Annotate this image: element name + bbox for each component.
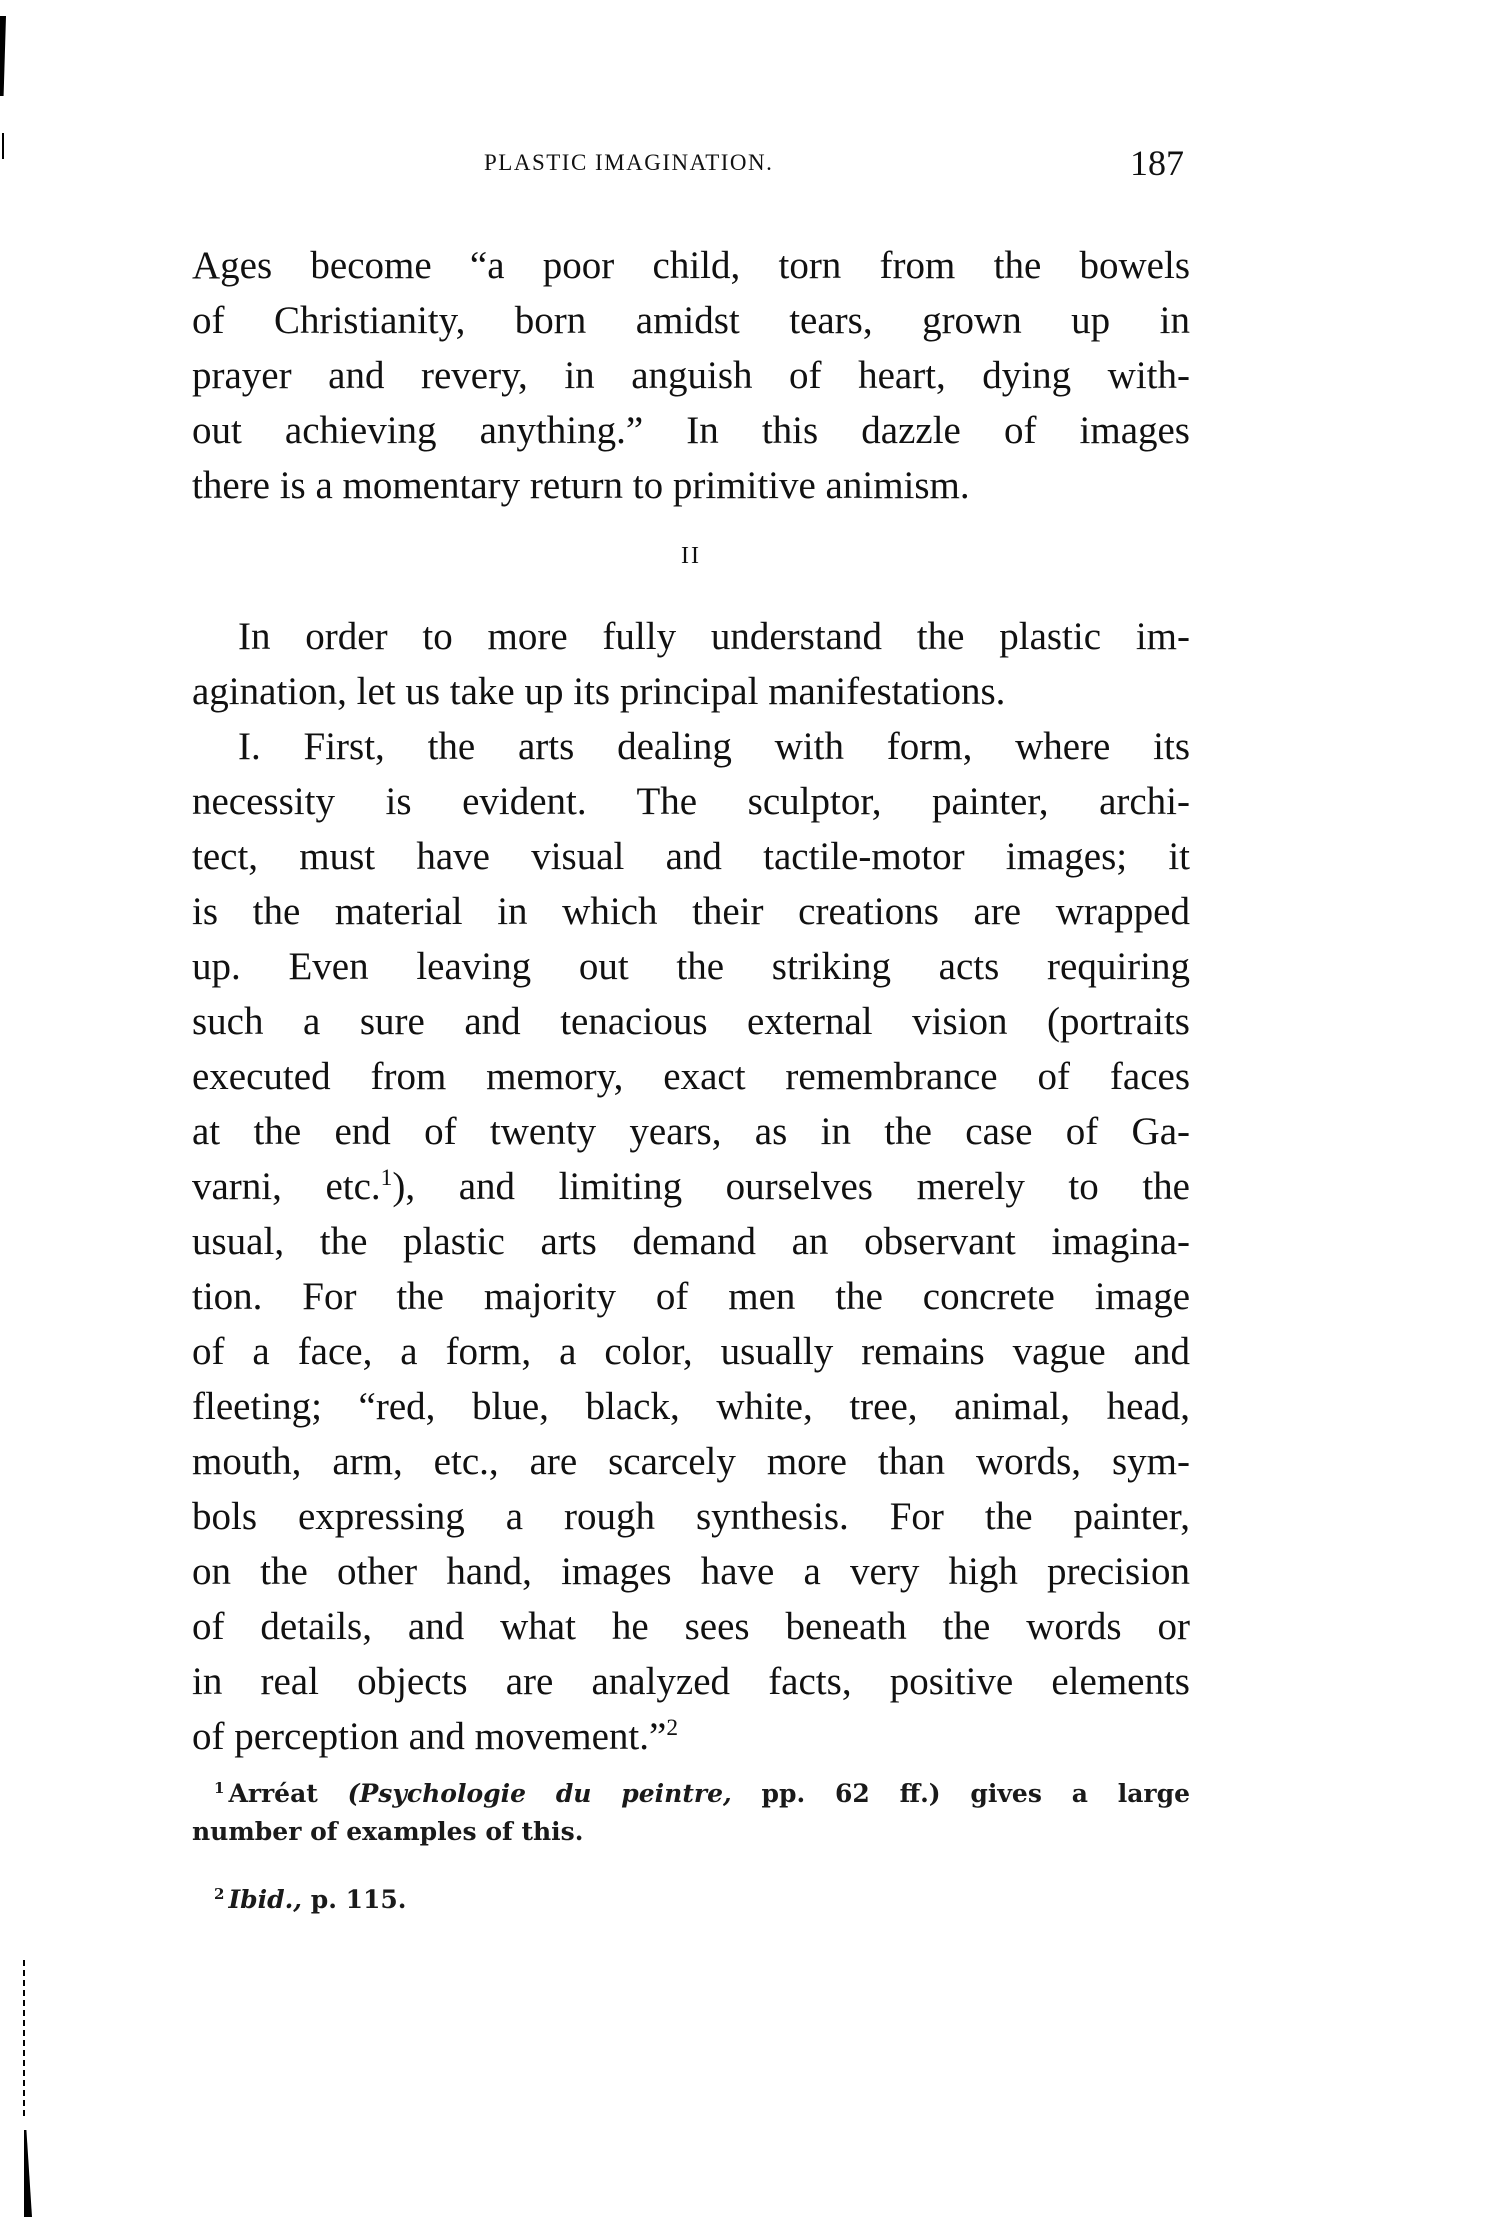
footnotes [192, 1775, 1190, 1919]
text-fragment: varni, etc. [192, 1165, 381, 1208]
text-line: mouth, arm, etc., are scarcely more than words, sym- [192, 1440, 1190, 1483]
text-line: there is a momentary return to primitive animism. [192, 464, 970, 507]
footnote-line: number of examples of this. [192, 1817, 584, 1846]
text-line: tect, must have visual and tactile-motor images; it [192, 835, 1190, 878]
text-line-with-footnote-ref [192, 1709, 1190, 1764]
footnote-mark: 2 [214, 1884, 225, 1903]
text-line: usual, the plastic arts demand an observant imagina- [192, 1220, 1190, 1263]
text-line: prayer and revery, in anguish of heart, dying with- [192, 354, 1190, 397]
text-line: In order to more fully understand the plastic im- [238, 615, 1190, 658]
text-line: on the other hand, images have a very high precision [192, 1550, 1190, 1593]
paragraph-arts-of-form [192, 719, 1190, 1764]
text-line: out achieving anything.” In this dazzle of images [192, 409, 1190, 452]
page-number: 187 [1130, 143, 1184, 183]
text-line: I. First, the arts dealing with form, where its [238, 725, 1190, 768]
scan-edge-mark-bottom [24, 2130, 32, 2217]
text-line: is the material in which their creations are wrapped [192, 890, 1190, 933]
scan-edge-mark-top [0, 16, 6, 96]
text-line: agination, let us take up its principal manifestations. [192, 670, 1006, 713]
text-line: tion. For the majority of men the concrete image [192, 1275, 1190, 1318]
text-line: bols expressing a rough synthesis. For the painter, [192, 1495, 1190, 1538]
footnote-line [192, 1775, 1190, 1813]
text-line: of a face, a form, a color, usually remains vague and [192, 1330, 1190, 1373]
paragraph-intro [192, 609, 1190, 719]
paragraph-continuation [192, 238, 1190, 513]
page-body [192, 238, 1190, 1764]
footnote-mark: 1 [214, 1778, 225, 1797]
scan-edge-line-top [2, 133, 4, 159]
text-line: executed from memory, exact remembrance of faces [192, 1055, 1190, 1098]
text-fragment: ), and limiting ourselves merely to the [392, 1165, 1190, 1208]
section-heading: II [681, 543, 701, 569]
text-line: fleeting; “red, blue, black, white, tree, animal, head, [192, 1385, 1190, 1428]
footnote-text: p. 115. [310, 1885, 407, 1914]
footnote-ref-2[interactable]: 2 [666, 1715, 679, 1741]
text-line: of details, and what he sees beneath the words or [192, 1605, 1190, 1648]
footnote-ibid: Ibid., [228, 1885, 302, 1914]
text-line: in real objects are analyzed facts, positive elements [192, 1660, 1190, 1703]
footnote-ref-1[interactable]: 1 [380, 1165, 393, 1191]
running-title: PLASTIC IMAGINATION. [484, 150, 774, 175]
footnote-1 [192, 1775, 1190, 1851]
scan-edge-line-bottom [23, 1960, 25, 2120]
footnote-2 [192, 1881, 1190, 1919]
text-line: at the end of twenty years, as in the case of Ga- [192, 1110, 1190, 1153]
text-line: up. Even leaving out the striking acts requiring [192, 945, 1190, 988]
text-line-with-footnote-ref [192, 1159, 1190, 1214]
text-line: Ages become “a poor child, torn from the bowels [192, 244, 1190, 287]
text-line: of Christianity, born amidst tears, grown up in [192, 299, 1190, 342]
footnote-text: pp. 62 ff.) gives a large [761, 1779, 1190, 1808]
text-line: necessity is evident. The sculptor, painter, archi- [192, 780, 1190, 823]
text-fragment: of perception and movement.” [192, 1715, 667, 1758]
running-head [192, 143, 1192, 186]
footnote-book-title: (Psychologie du peintre, [347, 1779, 732, 1808]
footnote-author: Arréat [228, 1779, 318, 1808]
text-line: such a sure and tenacious external vision (portraits [192, 1000, 1190, 1043]
